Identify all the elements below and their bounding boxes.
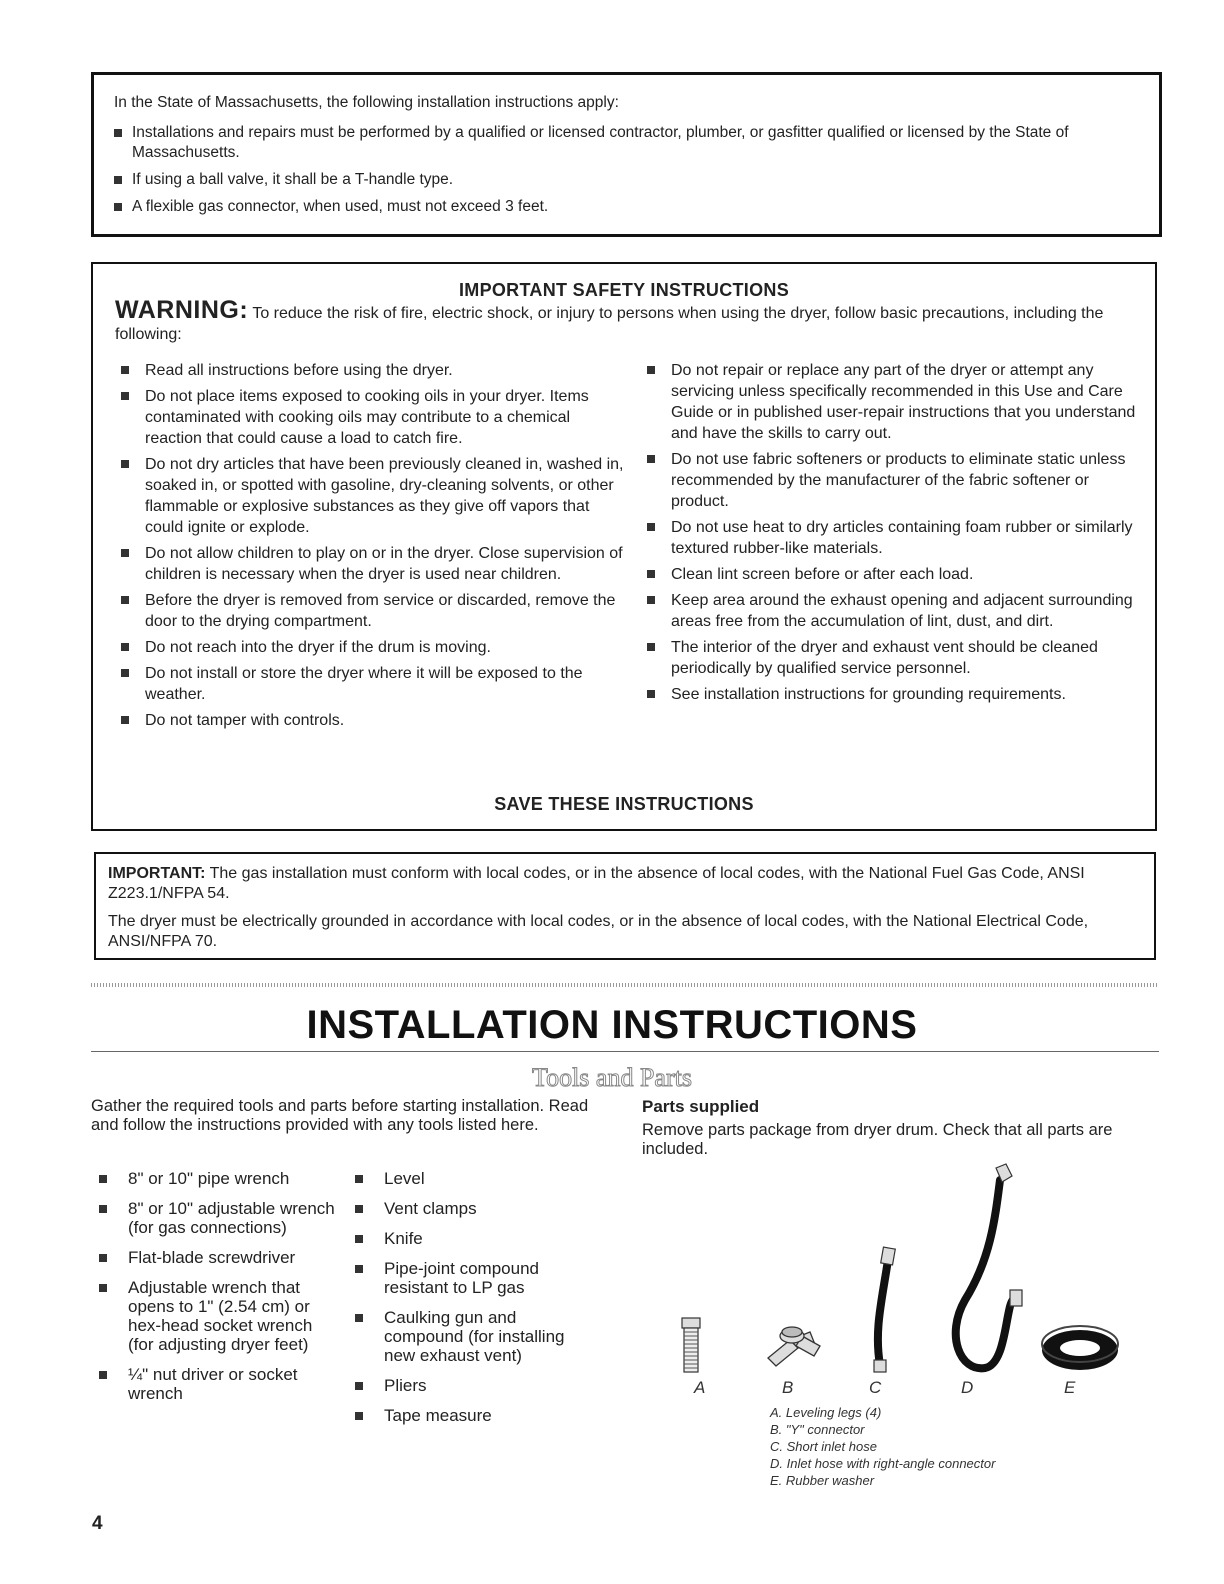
bullet-icon — [647, 570, 655, 578]
bullet-icon — [355, 1265, 363, 1273]
list-item — [115, 360, 625, 381]
bullet-icon — [121, 669, 129, 677]
inlet-hose-icon — [956, 1164, 1022, 1368]
bullet-icon — [647, 366, 655, 374]
safety-heading: IMPORTANT SAFETY INSTRUCTIONS — [458, 280, 790, 300]
list-item — [115, 663, 625, 705]
list-item-text: Adjustable wrench that opens to 1" (2.54 cm) or hex-head socket wrench (for adjusting dryer feet) — [128, 1278, 313, 1354]
list-item — [91, 1169, 341, 1188]
tools-list-right — [347, 1169, 597, 1436]
list-item-text: Before the dryer is removed from service or discarded, remove the door to the drying compartment. — [145, 592, 616, 630]
rubber-washer-icon — [1042, 1326, 1118, 1370]
list-item-text: Read all instructions before using the dryer. — [145, 362, 453, 379]
warning-text: To reduce the risk of fire, electric shock, or injury to persons when using the dryer, follow basic precautions, including the following: — [115, 305, 1104, 343]
caption-b: B. "Y" connector — [770, 1422, 865, 1437]
list-item — [347, 1229, 597, 1248]
bullet-icon — [99, 1205, 107, 1213]
list-item-text: Keep area around the exhaust opening and adjacent surrounding areas free from the accumulation of lint, dust, and dirt. — [671, 592, 1133, 630]
bullet-icon — [121, 460, 129, 468]
list-item — [114, 170, 1139, 190]
part-label-e: E — [1064, 1378, 1076, 1397]
bullet-icon — [114, 203, 122, 211]
bullet-icon — [121, 366, 129, 374]
caption-a: A. Leveling legs (4) — [770, 1405, 882, 1420]
bullet-icon — [355, 1412, 363, 1420]
list-item — [641, 564, 1141, 585]
bullet-icon — [647, 455, 655, 463]
caption-c: C. Short inlet hose — [770, 1439, 877, 1454]
list-item — [114, 197, 1139, 217]
list-item — [115, 454, 625, 538]
list-item-text: Do not allow children to play on or in the dryer. Close supervision of children is necessary when the dryer is used near children. — [145, 545, 623, 583]
tools-list-left — [91, 1169, 341, 1414]
list-item-text: Do not use heat to dry articles containing foam rubber or similarly textured rubber-like materials. — [671, 519, 1133, 557]
list-item-text: Tape measure — [384, 1406, 492, 1425]
bullet-icon — [647, 690, 655, 698]
list-item-text: Do not place items exposed to cooking oils in your dryer. Items contaminated with cooking oils may contribute to a chemical reaction that could cause a load to catch fire. — [145, 388, 589, 447]
list-item-text: Do not tamper with controls. — [145, 712, 345, 729]
list-item — [641, 590, 1141, 632]
parts-supplied-text: Remove parts package from dryer drum. Check that all parts are included. — [642, 1121, 1113, 1158]
list-item-text: Pipe-joint compound resistant to LP gas — [384, 1259, 539, 1297]
list-item-text: Level — [384, 1169, 425, 1188]
list-item-text: Do not repair or replace any part of the dryer or attempt any servicing unless specifically recommended in this Use and Care Guide or in published user-repair instructions that you understand and have the skills to carry out. — [671, 362, 1136, 442]
list-item-text: 8" or 10" pipe wrench — [128, 1169, 290, 1188]
list-item-text: Knife — [384, 1229, 423, 1248]
bullet-icon — [355, 1382, 363, 1390]
list-item-text: Clean lint screen before or after each load. — [671, 566, 974, 583]
list-item — [347, 1376, 597, 1395]
bullet-icon — [121, 549, 129, 557]
list-item — [115, 590, 625, 632]
bullet-icon — [355, 1235, 363, 1243]
massachusetts-notice-box — [91, 72, 1162, 237]
warning-paragraph — [115, 296, 1135, 345]
bullet-icon — [355, 1314, 363, 1322]
safety-instructions-box — [91, 262, 1157, 831]
important-notice-box — [94, 852, 1156, 960]
list-item — [114, 123, 1139, 163]
list-item-text: Do not use fabric softeners or products to eliminate static unless recommended by the manufacturer of the fabric softener or product. — [671, 451, 1126, 510]
list-item — [115, 710, 625, 731]
safety-list-right — [641, 360, 1141, 710]
list-item — [91, 1278, 341, 1354]
important-paragraph-2: The dryer must be electrically grounded in accordance with local codes, or in the absence of local codes, with the National Electrical Code, ANSI/NFPA 70. — [108, 913, 1089, 950]
bullet-icon — [99, 1254, 107, 1262]
list-item — [91, 1199, 341, 1237]
list-item — [115, 637, 625, 658]
caption-e: E. Rubber washer — [770, 1473, 875, 1488]
list-item — [641, 684, 1141, 705]
parts-captions — [770, 1404, 995, 1489]
list-item-text: Installations and repairs must be performed by a qualified or licensed contractor, plumber, or gasfitter qualified or licensed by the State of Massachusetts. — [132, 124, 1069, 161]
important-paragraph-1 — [108, 864, 1140, 904]
list-item — [347, 1199, 597, 1218]
important-text-1: The gas installation must conform with local codes, or in the absence of local codes, with the National Fuel Gas Code, ANSI Z223.1/NFPA 54. — [108, 865, 1085, 902]
list-item — [347, 1406, 597, 1425]
safety-list-left — [115, 360, 625, 736]
bullet-icon — [647, 596, 655, 604]
list-item-text: Pliers — [384, 1376, 427, 1395]
list-item-text: Do not install or store the dryer where it will be exposed to the weather. — [145, 665, 583, 703]
bullet-icon — [355, 1175, 363, 1183]
list-item — [347, 1169, 597, 1188]
list-item-text: Vent clamps — [384, 1199, 477, 1218]
list-item — [347, 1308, 597, 1365]
list-item-text: Do not dry articles that have been previously cleaned in, washed in, soaked in, or spotted with gasoline, dry-cleaning solvents, or other flammable or explosive substances as they give off vapors that could ignite or explode. — [145, 456, 624, 536]
caption-d: D. Inlet hose with right-angle connector — [770, 1456, 996, 1471]
bullet-icon — [121, 392, 129, 400]
bullet-icon — [647, 523, 655, 531]
part-label-c: C — [869, 1378, 882, 1397]
list-item-text: Do not reach into the dryer if the drum is moving. — [145, 639, 491, 656]
section-title-tools-and-parts: Tools and Parts — [532, 1063, 692, 1092]
list-item-text: 8" or 10" adjustable wrench (for gas connections) — [128, 1199, 335, 1237]
bullet-icon — [355, 1205, 363, 1213]
bullet-icon — [121, 643, 129, 651]
important-label: IMPORTANT: — [108, 865, 206, 882]
leveling-leg-icon — [682, 1318, 700, 1372]
bullet-icon — [121, 716, 129, 724]
list-item — [115, 386, 625, 449]
bullet-icon — [647, 643, 655, 651]
list-item — [115, 543, 625, 585]
list-item — [641, 449, 1141, 512]
parts-supplied-heading: Parts supplied — [642, 1097, 760, 1116]
page-number: 4 — [92, 1513, 103, 1534]
bullet-icon — [99, 1284, 107, 1292]
list-item-text: The interior of the dryer and exhaust vent should be cleaned periodically by qualified service personnel. — [671, 639, 1098, 677]
gather-text: Gather the required tools and parts before starting installation. Read and follow the instructions provided with any tools listed here. — [91, 1097, 589, 1134]
section-divider — [91, 983, 1159, 987]
title-rule — [91, 1051, 1159, 1052]
part-label-b: B — [782, 1378, 794, 1397]
list-item — [91, 1248, 341, 1267]
list-item — [91, 1365, 341, 1403]
warning-label: WARNING: — [115, 296, 249, 324]
y-connector-icon — [768, 1327, 820, 1366]
parts-illustration — [660, 1160, 1160, 1400]
list-item — [641, 637, 1141, 679]
list-item-text: Caulking gun and compound (for installing new exhaust vent) — [384, 1308, 565, 1365]
short-inlet-hose-icon — [874, 1247, 895, 1372]
bullet-icon — [114, 129, 122, 137]
save-instructions-footer: SAVE THESE INSTRUCTIONS — [494, 794, 754, 814]
page-title: INSTALLATION INSTRUCTIONS — [306, 1003, 918, 1047]
part-label-d: D — [961, 1378, 974, 1397]
list-item — [641, 360, 1141, 444]
bullet-icon — [99, 1371, 107, 1379]
list-item — [347, 1259, 597, 1297]
massachusetts-intro: In the State of Massachusetts, the following installation instructions apply: — [114, 94, 619, 111]
list-item-text: Flat-blade screwdriver — [128, 1248, 296, 1267]
list-item-text: A flexible gas connector, when used, must not exceed 3 feet. — [132, 198, 549, 215]
list-item — [641, 517, 1141, 559]
list-item-text: ¼" nut driver or socket wrench — [128, 1365, 298, 1403]
list-item-text: See installation instructions for grounding requirements. — [671, 686, 1066, 703]
list-item-text: If using a ball valve, it shall be a T-handle type. — [132, 171, 454, 188]
bullet-icon — [114, 176, 122, 184]
massachusetts-list — [114, 123, 1139, 217]
bullet-icon — [121, 596, 129, 604]
bullet-icon — [99, 1175, 107, 1183]
part-label-a: A — [694, 1378, 706, 1397]
